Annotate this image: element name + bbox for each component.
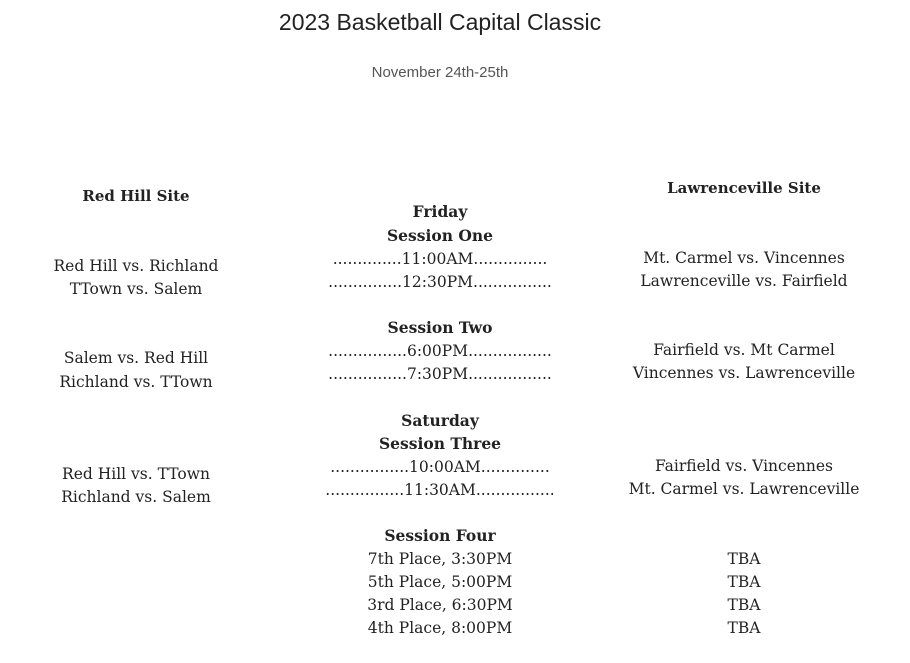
session-three-time-1: ................10:00AM..............	[330, 458, 550, 476]
friday-heading: Friday	[412, 202, 468, 221]
saturday-heading: Saturday	[401, 411, 479, 430]
session-one-time-1: ..............11:00AM...............	[332, 250, 548, 268]
page-subtitle: November 24th-25th	[371, 64, 509, 81]
session-two-heading: Session Two	[387, 318, 493, 337]
session-one-left-game-2: TTown vs. Salem	[69, 280, 203, 298]
session-three-heading: Session Three	[378, 434, 502, 453]
session-two-time-1: ................6:00PM.................	[328, 342, 552, 360]
lawrenceville-site-heading: Lawrenceville Site	[667, 179, 821, 197]
session-four-place-3: 3rd Place, 6:30PM	[367, 596, 513, 614]
session-three-right-game-2: Mt. Carmel vs. Lawrenceville	[628, 480, 860, 498]
session-two-right-game-1: Fairfield vs. Mt Carmel	[653, 341, 835, 359]
session-two-left-game-2: Richland vs. TTown	[59, 373, 213, 391]
session-four-place-2: 5th Place, 5:00PM	[367, 573, 513, 591]
session-one-heading: Session One	[386, 226, 494, 245]
session-one-right-game-2: Lawrenceville vs. Fairfield	[640, 272, 848, 290]
session-four-place-1: 7th Place, 3:30PM	[367, 550, 513, 568]
session-two-right-game-2: Vincennes vs. Lawrenceville	[632, 364, 856, 382]
session-four-site-1: TBA	[727, 550, 761, 568]
session-one-time-2: ...............12:30PM................	[328, 273, 552, 291]
session-three-time-2: ................11:30AM................	[325, 481, 555, 499]
session-one-left-game-1: Red Hill vs. Richland	[53, 257, 219, 275]
session-two-time-2: ................7:30PM.................	[328, 365, 552, 383]
session-four-heading: Session Four	[384, 526, 496, 545]
session-four-site-4: TBA	[727, 619, 761, 637]
session-three-left-game-2: Richland vs. Salem	[61, 488, 211, 506]
session-two-left-game-1: Salem vs. Red Hill	[63, 349, 209, 367]
session-four-site-3: TBA	[727, 596, 761, 614]
session-one-right-game-1: Mt. Carmel vs. Vincennes	[643, 249, 845, 267]
session-three-left-game-1: Red Hill vs. TTown	[62, 465, 210, 483]
session-three-right-game-1: Fairfield vs. Vincennes	[654, 457, 833, 475]
page-title: 2023 Basketball Capital Classic	[278, 9, 602, 35]
session-four-site-2: TBA	[727, 573, 761, 591]
red-hill-site-heading: Red Hill Site	[82, 187, 190, 205]
session-four-place-4: 4th Place, 8:00PM	[367, 619, 513, 637]
